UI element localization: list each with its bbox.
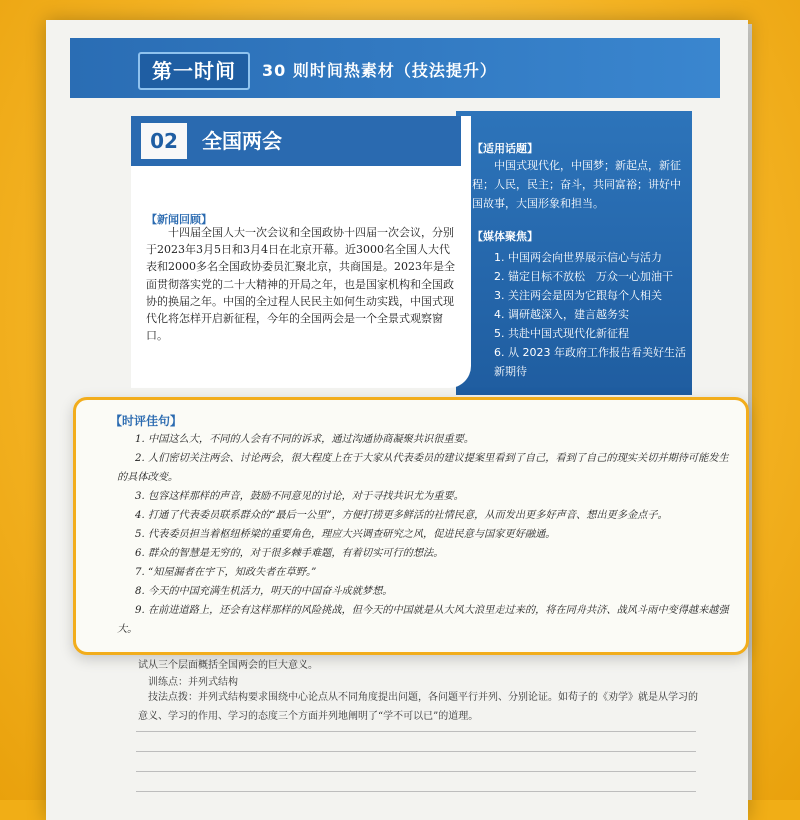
list-item: 2. 人们密切关注两会、讨论两会，很大程度上在于大家从代表委员的建议提案里看到了自己，看到了自己的现实关切并期待可能发生的具体改变。 <box>117 453 729 483</box>
exercise-tip: 技法点拨：并列式结构要求围绕中心论点从不同角度提出问题，各问题平行并列、分别论证。如荀子的《劝学》就是从学习的意义、学习的作用、学习的态度三个方面并列地阐明了“学不可以已”的道理。 <box>138 692 698 722</box>
list-item: 3. 包容这样那样的声音，鼓励不同意见的讨论，对于寻找共识尤为重要。 <box>135 491 464 502</box>
media-focus <box>472 228 686 381</box>
list-item: 5. 共赴中国式现代化新征程 <box>494 327 629 340</box>
quotes-label: 【时评佳句】 <box>110 414 183 428</box>
applicable-topics <box>472 140 682 213</box>
answer-line <box>136 791 696 792</box>
list-item: 7. “知屋漏者在宇下，知政失者在草野。” <box>135 567 317 578</box>
news-review-body: 十四届全国人大一次会议和全国政协十四届一次会议，分别于2023年3月5日和3月4日在北京开幕。近3000名全国人大代表和2000多名全国政协委员汇聚北京，共商国是。2023年是全面贯彻落实党的二十大精神的开局之年，也是国家机构和全国政协的换届之年。中国的全过程人民民主如何生动实践，中国式现代化将怎样开启新征程，今年的全国两会是一个全景式观察窗口。 <box>146 226 455 343</box>
list-item: 8. 今天的中国充满生机活力，明天的中国奋斗成就梦想。 <box>135 586 393 597</box>
list-item: 5. 代表委员担当着枢纽桥梁的重要角色，理应大兴调查研究之风，促进民意与国家更好融通。 <box>135 529 556 540</box>
list-item: 4. 打通了代表委员联系群众的“最后一公里”，方便打捞更多鲜活的社情民意，从而发出更多好声音、想出更多金点子。 <box>135 510 668 521</box>
applicable-topics-label: 【适用话题】 <box>472 142 538 155</box>
answer-line <box>136 731 696 732</box>
list-item: 1. 中国这么大，不同的人会有不同的诉求，通过沟通协商凝聚共识很重要。 <box>135 434 474 445</box>
topic-title: 全国两会 <box>202 129 282 153</box>
media-focus-list <box>472 248 686 381</box>
header-subtitle: 30 则时间热素材（技法提升） <box>262 61 497 80</box>
media-focus-label: 【媒体聚焦】 <box>472 230 538 243</box>
section-logo: 第一时间 <box>138 52 250 90</box>
topic-number: 02 <box>141 123 187 159</box>
list-item: 9. 在前进道路上，还会有这样那样的风险挑战，但今天的中国就是从大风大浪里走过来的，将在同舟共济、战风斗雨中变得越来越强大。 <box>117 605 729 635</box>
answer-line <box>136 751 696 752</box>
list-item: 3. 关注两会是因为它跟每个人相关 <box>494 289 662 302</box>
answer-line <box>136 771 696 772</box>
exercise-point: 训练点：并列式结构 <box>148 677 238 688</box>
list-item: 4. 调研越深入，建言越务实 <box>494 308 629 321</box>
list-item: 6. 群众的智慧是无穷的，对于很多棘手难题，有着切实可行的想法。 <box>135 548 444 559</box>
quotes-list <box>117 430 737 639</box>
exercise-prompt: 试从三个层面概括全国两会的巨大意义。 <box>138 660 318 671</box>
applicable-topics-text: 中国式现代化，中国梦；新起点，新征程；人民，民主；奋斗，共同富裕；讲好中国故事，大国形象和担当。 <box>472 159 681 210</box>
list-item: 6. 从 2023 年政府工作报告看美好生活新期待 <box>494 346 686 378</box>
news-review-label: 【新闻回顾】 <box>146 213 212 226</box>
list-item: 2. 锚定目标不放松 万众一心加油干 <box>494 270 673 283</box>
list-item: 1. 中国两会向世界展示信心与活力 <box>494 251 662 264</box>
